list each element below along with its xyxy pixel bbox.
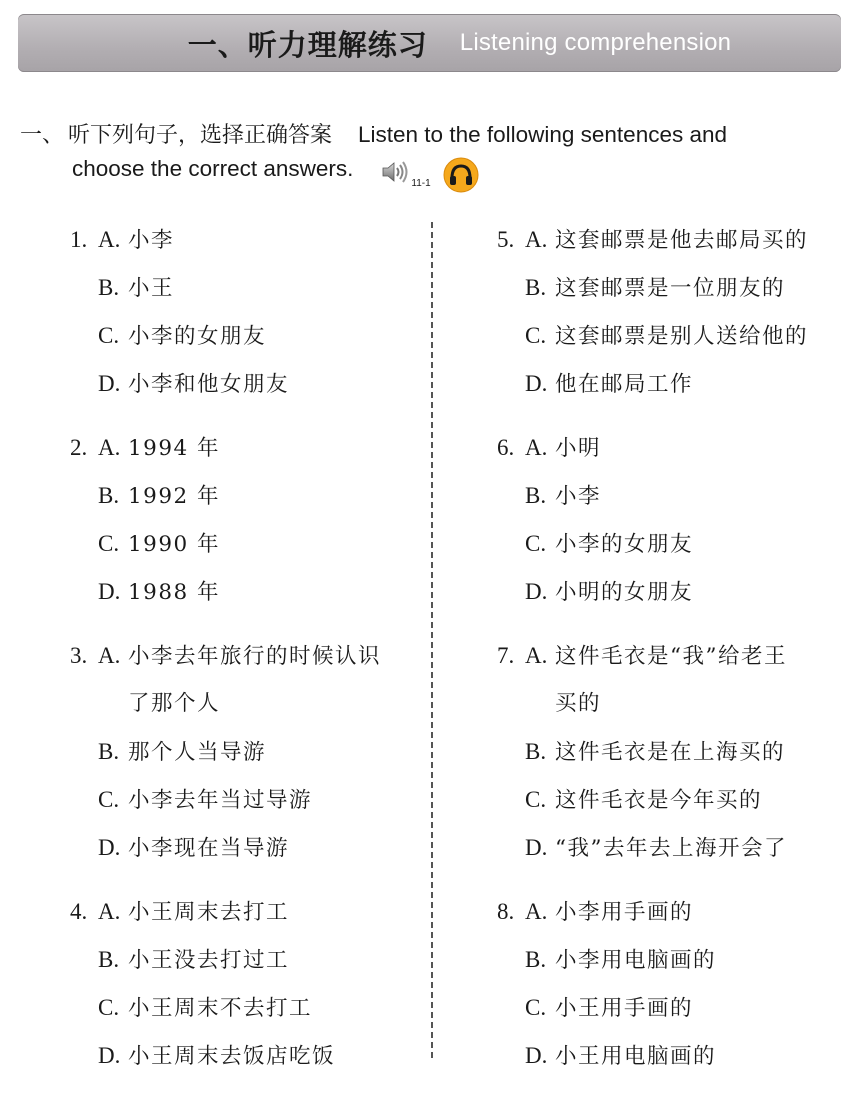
- option-text: 小李: [555, 484, 602, 509]
- answer-option[interactable]: [70, 264, 425, 312]
- option-text: “我”去年去上海开会了: [555, 836, 787, 861]
- answer-option[interactable]: [70, 984, 425, 1032]
- option-letter: D.: [98, 835, 121, 860]
- option-text-continuation: 买的: [555, 691, 602, 716]
- option-text: 这件毛衣是在上海买的: [555, 740, 786, 765]
- question-number: 6.: [497, 435, 515, 460]
- answer-option[interactable]: [497, 568, 857, 616]
- answer-option[interactable]: [497, 888, 857, 936]
- column-divider: [431, 222, 433, 1058]
- option-letter: A.: [525, 899, 548, 924]
- answer-option[interactable]: [70, 568, 425, 616]
- option-text: 小李和他女朋友: [128, 372, 290, 397]
- question-number: 5.: [497, 227, 515, 252]
- exercise-instruction: [20, 118, 840, 187]
- question-number: 7.: [497, 643, 515, 668]
- option-letter: C.: [98, 995, 120, 1020]
- option-text: 小王没去打过工: [128, 948, 290, 973]
- option-letter: B.: [525, 483, 547, 508]
- answer-option[interactable]: [497, 264, 857, 312]
- option-text: 这套邮票是一位朋友的: [555, 276, 786, 301]
- option-text: 小王: [128, 276, 175, 301]
- option-text: 这件毛衣是“我”给老王: [555, 644, 787, 669]
- option-letter: D.: [525, 579, 548, 604]
- question-number: 8.: [497, 899, 515, 924]
- speaker-icon[interactable]: [381, 159, 409, 185]
- answer-option[interactable]: [497, 776, 857, 824]
- question-number: 3.: [70, 643, 88, 668]
- option-text: 小王周末去打工: [128, 900, 290, 925]
- answer-option[interactable]: [497, 360, 857, 408]
- answer-option[interactable]: [70, 472, 425, 520]
- option-letter: A.: [525, 435, 548, 460]
- question-item: [70, 216, 425, 408]
- option-text: 他在邮局工作: [555, 372, 694, 397]
- exercise-number: 一、: [20, 123, 65, 148]
- answer-option[interactable]: [70, 888, 425, 936]
- answer-option[interactable]: [70, 632, 425, 680]
- option-letter: D.: [98, 1043, 121, 1068]
- answer-option[interactable]: [70, 360, 425, 408]
- option-text: 小李的女朋友: [555, 532, 694, 557]
- option-text: 小王用电脑画的: [555, 1044, 717, 1069]
- answer-option-continuation: [497, 680, 857, 728]
- option-letter: D.: [98, 371, 121, 396]
- answer-option[interactable]: [497, 1032, 857, 1080]
- option-letter: D.: [98, 579, 121, 604]
- answer-option[interactable]: [70, 424, 425, 472]
- option-text: 1994 年: [128, 436, 221, 461]
- question-column-left: [70, 216, 425, 1096]
- option-letter: A.: [98, 435, 121, 460]
- headphones-icon[interactable]: [443, 157, 479, 193]
- instruction-zh: 听下列句子，选择正确答案: [68, 123, 333, 148]
- question-item: [497, 216, 857, 408]
- option-text: 小明: [555, 436, 602, 461]
- option-letter: B.: [98, 275, 120, 300]
- option-text: 小王周末不去打工: [128, 996, 313, 1021]
- answer-option[interactable]: [70, 1032, 425, 1080]
- option-text: 1988 年: [128, 580, 221, 605]
- option-text: 小李的女朋友: [128, 324, 267, 349]
- option-text: 小李现在当导游: [128, 836, 290, 861]
- option-letter: A.: [98, 643, 121, 668]
- option-letter: A.: [525, 227, 548, 252]
- option-letter: C.: [98, 787, 120, 812]
- answer-option[interactable]: [497, 472, 857, 520]
- option-letter: C.: [525, 531, 547, 556]
- answer-option[interactable]: [70, 776, 425, 824]
- instruction-en-line2: choose the correct answers.: [72, 156, 354, 181]
- section-title-en: Listening comprehension: [459, 29, 732, 56]
- instruction-en-line1: Listen to the following sentences and: [358, 122, 728, 147]
- option-letter: C.: [525, 787, 547, 812]
- answer-option[interactable]: [497, 216, 857, 264]
- answer-option[interactable]: [70, 520, 425, 568]
- option-text: 那个人当导游: [128, 740, 267, 765]
- answer-option-continuation: [70, 680, 425, 728]
- section-banner: [18, 14, 841, 72]
- option-letter: B.: [525, 739, 547, 764]
- answer-option[interactable]: [497, 520, 857, 568]
- answer-option[interactable]: [70, 312, 425, 360]
- option-text: 1992 年: [128, 484, 221, 509]
- answer-option[interactable]: [70, 824, 425, 872]
- question-item: [70, 888, 425, 1080]
- answer-option[interactable]: [497, 728, 857, 776]
- option-text: 小李去年旅行的时候认识: [128, 644, 382, 669]
- question-item: [70, 632, 425, 872]
- option-letter: A.: [98, 899, 121, 924]
- option-text: 小王用手画的: [555, 996, 694, 1021]
- section-title-zh: 一、听力理解练习: [187, 27, 428, 62]
- option-text: 小李用手画的: [555, 900, 694, 925]
- option-letter: D.: [525, 835, 548, 860]
- option-letter: B.: [98, 947, 120, 972]
- answer-option[interactable]: [70, 728, 425, 776]
- option-text: 小李去年当过导游: [128, 788, 313, 813]
- question-item: [497, 424, 857, 616]
- question-number: 1.: [70, 227, 88, 252]
- option-letter: B.: [525, 275, 547, 300]
- answer-option[interactable]: [70, 936, 425, 984]
- question-number: 4.: [70, 899, 88, 924]
- option-letter: B.: [98, 483, 120, 508]
- question-item: [70, 424, 425, 616]
- option-text: 小李: [128, 228, 175, 253]
- option-letter: B.: [98, 739, 120, 764]
- option-letter: C.: [98, 323, 120, 348]
- option-letter: A.: [525, 643, 548, 668]
- option-letter: D.: [525, 371, 548, 396]
- audio-track-label: 11-1: [411, 177, 431, 189]
- answer-option[interactable]: [70, 216, 425, 264]
- option-letter: B.: [525, 947, 547, 972]
- option-text: 这套邮票是他去邮局买的: [555, 228, 809, 253]
- question-item: [497, 632, 857, 872]
- question-number: 2.: [70, 435, 88, 460]
- option-text: 小王周末去饭店吃饭: [128, 1044, 336, 1069]
- question-item: [497, 888, 857, 1080]
- option-text: 小李用电脑画的: [555, 948, 717, 973]
- question-column-right: [497, 216, 857, 1096]
- option-letter: D.: [525, 1043, 548, 1068]
- option-text: 这套邮票是别人送给他的: [555, 324, 809, 349]
- answer-option[interactable]: [497, 424, 857, 472]
- option-text: 这件毛衣是今年买的: [555, 788, 763, 813]
- option-letter: C.: [98, 531, 120, 556]
- answer-option[interactable]: [497, 824, 857, 872]
- answer-option[interactable]: [497, 984, 857, 1032]
- option-text-continuation: 了那个人: [128, 691, 221, 716]
- option-letter: A.: [98, 227, 121, 252]
- option-letter: C.: [525, 323, 547, 348]
- answer-option[interactable]: [497, 312, 857, 360]
- option-letter: C.: [525, 995, 547, 1020]
- answer-option[interactable]: [497, 632, 857, 680]
- answer-option[interactable]: [497, 936, 857, 984]
- option-text: 1990 年: [128, 532, 221, 557]
- option-text: 小明的女朋友: [555, 580, 694, 605]
